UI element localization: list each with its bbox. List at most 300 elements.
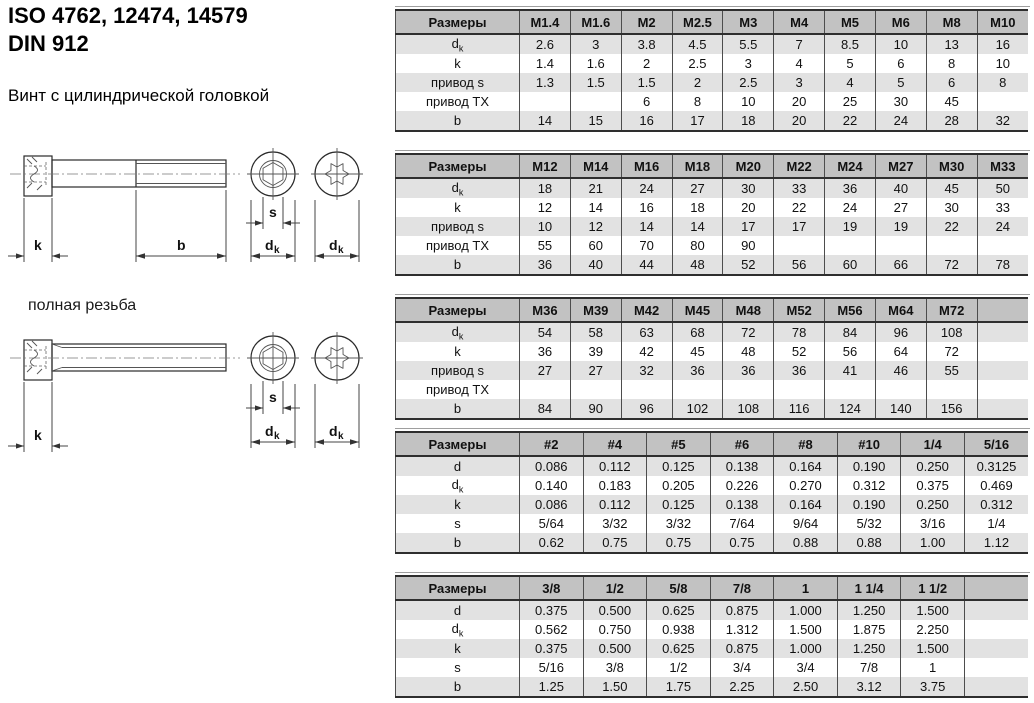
torx-socket-end-view [311,148,363,200]
value-cell: 0.250 [901,495,965,514]
value-cell: 78 [774,322,825,342]
value-cell: 0.112 [583,456,647,476]
value-cell: 12 [570,217,621,236]
dim-label-s: s [269,204,277,220]
value-cell: 45 [926,178,977,198]
value-cell [875,236,926,255]
page-title [8,2,248,58]
value-cell: 40 [875,178,926,198]
size-column-header: #8 [774,432,838,456]
table-row [396,361,1029,380]
value-cell [774,236,825,255]
value-cell: 2.50 [774,677,838,697]
value-cell: 27 [570,361,621,380]
value-cell: 90 [723,236,774,255]
value-cell: 1.312 [710,620,774,639]
size-column-header: M48 [723,298,774,322]
value-cell: 14 [520,111,571,131]
table-row [396,198,1029,217]
value-cell: 0.250 [901,456,965,476]
size-column-header: 1 [774,576,838,600]
screw-body [10,340,240,380]
row-label: привод s [396,73,520,92]
size-column-header: M4 [774,10,825,34]
value-cell: 20 [774,111,825,131]
table-row [396,111,1029,131]
value-cell: 66 [875,255,926,275]
hex-socket-end-view [247,332,299,384]
value-cell: 0.086 [520,456,584,476]
value-cell: 64 [875,342,926,361]
hex-socket-end-view [247,148,299,200]
value-cell: 6 [926,73,977,92]
value-cell: 14 [621,217,672,236]
row-label: b [396,111,520,131]
value-cell: 10 [520,217,571,236]
sizes-header-cell: Размеры [396,432,520,456]
value-cell [825,380,876,399]
table-row [396,658,1029,677]
value-cell: 48 [723,342,774,361]
value-cell: 27 [520,361,571,380]
value-cell [520,380,571,399]
value-cell: 5/16 [520,658,584,677]
table-row [396,639,1029,658]
size-column-header: #4 [583,432,647,456]
value-cell: 24 [875,111,926,131]
table-row [396,620,1029,639]
size-column-header: 1/4 [901,432,965,456]
row-label: k [396,639,520,658]
value-cell: 0.75 [647,533,711,553]
value-cell: 27 [672,178,723,198]
dim-label-d-sub: k [274,431,280,442]
value-cell: 1/2 [647,658,711,677]
value-cell [977,380,1028,399]
row-label: b [396,533,520,553]
value-cell [570,92,621,111]
value-cell: 0.88 [774,533,838,553]
size-column-header: M14 [570,154,621,178]
dim-label-k: k [34,427,42,443]
value-cell: 3/16 [901,514,965,533]
value-cell: 0.469 [964,476,1028,495]
value-cell: 0.625 [647,600,711,620]
value-cell [977,92,1028,111]
size-column-header: M24 [825,154,876,178]
value-cell: 30 [875,92,926,111]
table-row [396,342,1029,361]
value-cell: 72 [926,255,977,275]
value-cell: 63 [621,322,672,342]
value-cell: 0.183 [583,476,647,495]
header-row [396,10,1029,34]
row-label: d [396,456,520,476]
row-label: $d_k$ [396,620,520,639]
sizes-header-cell: Размеры [396,298,520,322]
table-row [396,178,1029,198]
table-row [396,236,1029,255]
value-cell: 84 [520,399,571,419]
value-cell: 1.3 [520,73,571,92]
value-cell: 8 [926,54,977,73]
value-cell: 1.25 [520,677,584,697]
row-label: $d_k$ [396,178,520,198]
value-cell: 27 [875,198,926,217]
size-column-header: 1 1/4 [837,576,901,600]
spec-table-4 [395,428,1030,554]
table-row [396,514,1029,533]
dim-label-d-sub: k [274,245,280,256]
size-column-header: M30 [926,154,977,178]
value-cell: 1.00 [901,533,965,553]
size-column-header: M22 [774,154,825,178]
row-label: $d_k$ [396,34,520,54]
value-cell: 30 [926,198,977,217]
value-cell [520,92,571,111]
row-label-subscript: k [458,331,464,342]
table-row [396,34,1029,54]
value-cell: 24 [825,198,876,217]
value-cell: 28 [926,111,977,131]
table-row [396,54,1029,73]
value-cell: 0.625 [647,639,711,658]
value-cell: 13 [926,34,977,54]
screw-side-view-partial-thread [0,146,392,276]
value-cell: 36 [672,361,723,380]
table-row [396,92,1029,111]
row-label: $d_k$ [396,476,520,495]
header-row [396,432,1029,456]
value-cell: 20 [774,92,825,111]
title-din: DIN 912 [8,31,89,56]
row-label: k [396,495,520,514]
value-cell: 18 [520,178,571,198]
value-cell: 0.205 [647,476,711,495]
row-label: привод TX [396,236,520,255]
value-cell: 3.12 [837,677,901,697]
screw-body [10,156,240,196]
size-column-header: M27 [875,154,926,178]
value-cell: 4.5 [672,34,723,54]
value-cell: 1.000 [774,600,838,620]
table-row [396,73,1029,92]
spec-table-1 [395,6,1030,132]
value-cell: 0.312 [964,495,1028,514]
value-cell: 60 [825,255,876,275]
dimension-k [8,198,68,262]
value-cell: 70 [621,236,672,255]
value-cell: 2 [621,54,672,73]
value-cell [977,361,1028,380]
value-cell [926,236,977,255]
value-cell: 0.500 [583,600,647,620]
value-cell: 56 [825,342,876,361]
table-row [396,677,1029,697]
dim-label-d: d [265,423,274,439]
size-column-header: M1.4 [520,10,571,34]
value-cell: 21 [570,178,621,198]
size-column-header: M36 [520,298,571,322]
header-row [396,154,1029,178]
title-standards: ISO 4762, 12474, 14579 [8,3,248,28]
value-cell: 0.112 [583,495,647,514]
row-label-subscript: k [458,43,464,54]
table-row [396,322,1029,342]
size-column-header: 5/16 [964,432,1028,456]
value-cell [964,677,1028,697]
size-column-header: 1/2 [583,576,647,600]
dim-label-k: k [34,237,42,253]
value-cell: 50 [977,178,1028,198]
size-column-header: #6 [710,432,774,456]
value-cell: 15 [570,111,621,131]
row-label-subscript: k [458,187,464,198]
value-cell: 124 [825,399,876,419]
value-cell: 3 [570,34,621,54]
value-cell: 108 [926,322,977,342]
size-column-header: M56 [825,298,876,322]
value-cell: 8.5 [825,34,876,54]
row-label: привод s [396,361,520,380]
sizes-header-cell: Размеры [396,10,520,34]
value-cell: 3/4 [774,658,838,677]
size-column-header: M1.6 [570,10,621,34]
size-column-header: M52 [774,298,825,322]
value-cell: 1/4 [964,514,1028,533]
value-cell: 32 [977,111,1028,131]
value-cell: 1 [901,658,965,677]
value-cell [964,639,1028,658]
value-cell: 0.138 [710,456,774,476]
spec-table [395,153,1028,276]
value-cell: 22 [926,217,977,236]
size-column-header: 3/8 [520,576,584,600]
value-cell [964,658,1028,677]
dimension-dk-torx [315,200,359,262]
value-cell: 0.88 [837,533,901,553]
value-cell: 5 [875,73,926,92]
size-column-header [977,298,1028,322]
value-cell: 72 [926,342,977,361]
value-cell: 0.75 [583,533,647,553]
dimension-s [246,381,300,414]
row-label: k [396,198,520,217]
value-cell: 0.086 [520,495,584,514]
value-cell: 0.138 [710,495,774,514]
value-cell: 20 [723,198,774,217]
full-thread-label: полная резьба [28,297,137,314]
value-cell: 3.8 [621,34,672,54]
value-cell: 7 [774,34,825,54]
value-cell: 0.375 [901,476,965,495]
value-cell: 25 [825,92,876,111]
dimension-s [246,197,300,229]
size-column-header: M33 [977,154,1028,178]
value-cell: 17 [723,217,774,236]
value-cell [875,380,926,399]
size-column-header: #10 [837,432,901,456]
value-cell: 1.500 [774,620,838,639]
value-cell: 0.875 [710,600,774,620]
dimension-b [136,190,226,262]
dim-label-s: s [269,389,277,405]
value-cell [621,380,672,399]
value-cell: 33 [774,178,825,198]
row-label: d [396,600,520,620]
value-cell: 0.562 [520,620,584,639]
value-cell: 2.5 [723,73,774,92]
value-cell: 0.270 [774,476,838,495]
size-column-header: #5 [647,432,711,456]
value-cell: 84 [825,322,876,342]
value-cell: 1.500 [901,600,965,620]
size-column-header: M18 [672,154,723,178]
row-label-subscript: k [458,628,464,639]
value-cell [825,236,876,255]
row-label: b [396,677,520,697]
value-cell: 0.750 [583,620,647,639]
value-cell: 16 [977,34,1028,54]
value-cell: 55 [520,236,571,255]
value-cell [964,620,1028,639]
size-column-header: M39 [570,298,621,322]
value-cell: 2.25 [710,677,774,697]
table-row [396,495,1029,514]
value-cell [977,322,1028,342]
size-column-header: M42 [621,298,672,322]
value-cell: 0.190 [837,456,901,476]
value-cell: 19 [875,217,926,236]
value-cell [964,600,1028,620]
spec-table [395,431,1028,554]
size-column-header: #2 [520,432,584,456]
value-cell: 1.50 [583,677,647,697]
value-cell: 0.190 [837,495,901,514]
value-cell: 1.5 [621,73,672,92]
size-column-header: M45 [672,298,723,322]
value-cell: 36 [825,178,876,198]
value-cell: 1.250 [837,600,901,620]
value-cell: 2.6 [520,34,571,54]
row-label: s [396,514,520,533]
value-cell: 3 [774,73,825,92]
value-cell: 68 [672,322,723,342]
size-column-header: M72 [926,298,977,322]
value-cell: 40 [570,255,621,275]
value-cell: 1.75 [647,677,711,697]
screw-side-view-full-thread [0,318,392,468]
value-cell: 36 [520,342,571,361]
value-cell: 46 [875,361,926,380]
spec-table [395,297,1028,420]
sizes-header-cell: Размеры [396,154,520,178]
dim-label-d-sub: k [338,245,344,256]
dimension-dk-torx [315,384,359,448]
value-cell: 2 [672,73,723,92]
value-cell: 4 [774,54,825,73]
size-column-header: M8 [926,10,977,34]
table-row [396,476,1029,495]
row-label: b [396,255,520,275]
value-cell: 56 [774,255,825,275]
value-cell: 33 [977,198,1028,217]
value-cell: 90 [570,399,621,419]
spec-table-3 [395,294,1030,420]
value-cell: 1.000 [774,639,838,658]
value-cell: 24 [621,178,672,198]
size-column-header: M64 [875,298,926,322]
value-cell: 14 [570,198,621,217]
value-cell: 17 [774,217,825,236]
value-cell: 10 [723,92,774,111]
value-cell: 96 [621,399,672,419]
value-cell: 0.938 [647,620,711,639]
value-cell: 14 [672,217,723,236]
value-cell: 2.5 [672,54,723,73]
header-row [396,576,1029,600]
size-column-header: M20 [723,154,774,178]
value-cell: 55 [926,361,977,380]
value-cell: 1.4 [520,54,571,73]
value-cell: 36 [723,361,774,380]
value-cell: 0.125 [647,495,711,514]
value-cell: 156 [926,399,977,419]
value-cell: 96 [875,322,926,342]
value-cell: 0.125 [647,456,711,476]
value-cell: 6 [875,54,926,73]
value-cell: 0.875 [710,639,774,658]
value-cell [774,380,825,399]
dim-label-d: d [265,237,274,253]
value-cell: 58 [570,322,621,342]
value-cell: 6 [621,92,672,111]
dim-label-d-sub: k [338,431,344,442]
spec-table [395,9,1028,132]
size-column-header: 7/8 [710,576,774,600]
value-cell: 19 [825,217,876,236]
value-cell: 32 [621,361,672,380]
row-label: привод TX [396,380,520,399]
row-label: k [396,54,520,73]
value-cell: 18 [672,198,723,217]
value-cell [672,380,723,399]
spec-table [395,575,1028,698]
value-cell: 102 [672,399,723,419]
value-cell: 80 [672,236,723,255]
value-cell: 1.875 [837,620,901,639]
dimension-k [8,382,68,452]
row-label-subscript: k [458,484,464,495]
value-cell: 108 [723,399,774,419]
table-row [396,255,1029,275]
value-cell: 0.75 [710,533,774,553]
size-column-header: M5 [825,10,876,34]
value-cell: 16 [621,198,672,217]
value-cell: 24 [977,217,1028,236]
value-cell: 78 [977,255,1028,275]
value-cell: 60 [570,236,621,255]
value-cell: 4 [825,73,876,92]
value-cell: 1.6 [570,54,621,73]
value-cell: 0.3125 [964,456,1028,476]
value-cell: 1.12 [964,533,1028,553]
size-column-header: M16 [621,154,672,178]
row-label: k [396,342,520,361]
value-cell: 42 [621,342,672,361]
header-row [396,298,1029,322]
value-cell [723,380,774,399]
